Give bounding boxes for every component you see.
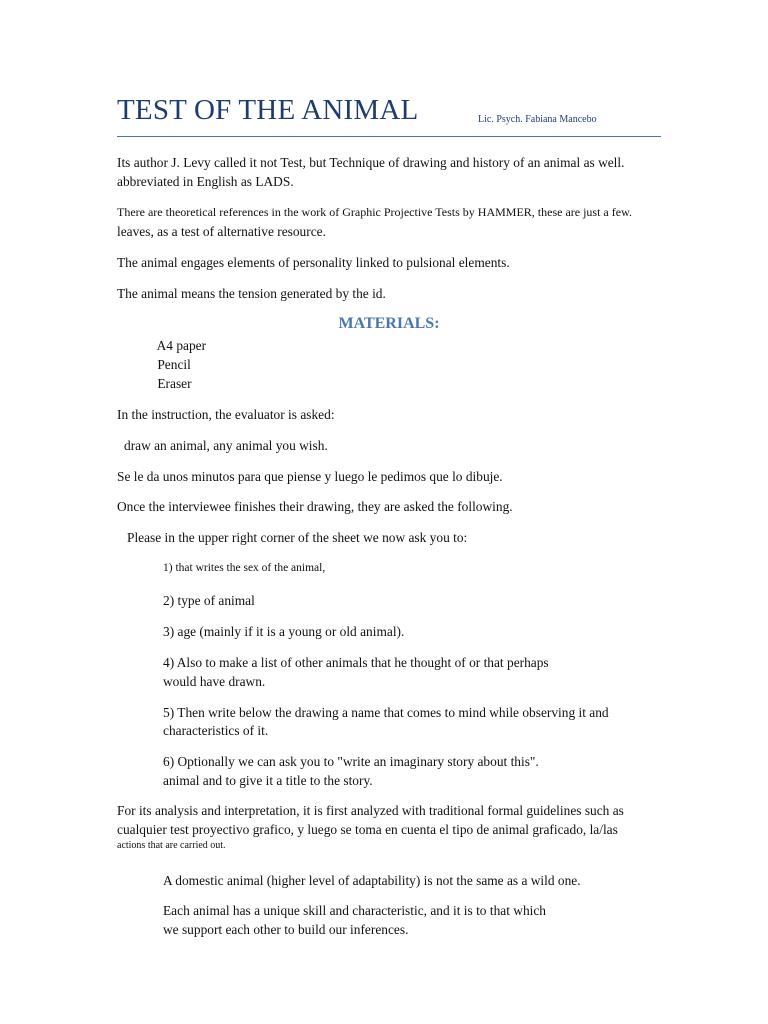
- document-header: [117, 92, 661, 137]
- analysis-line3: actions that are carried out.: [117, 840, 226, 851]
- intro-paragraph-3: The animal engages elements of personality linked to pulsional elements.: [117, 255, 510, 270]
- analysis-line2: cualquier test proyectivo grafico, y luego se toma en cuenta el tipo de animal graficado, la/las: [117, 822, 618, 837]
- materials-item-label: Pencil: [157, 357, 191, 372]
- analysis-paragraph: [117, 801, 677, 853]
- intro-paragraph-4: The animal means the tension generated by the id.: [117, 286, 386, 301]
- question-line: 6) Optionally we can ask you to "write an imaginary story about this".: [163, 754, 539, 769]
- intro-p2-line1: There are theoretical references in the work of Graphic Projective Tests by HAMMER, these are just a few.: [117, 205, 632, 219]
- materials-item-label: Eraser: [157, 376, 192, 391]
- question-line: 5) Then write below the drawing a name that comes to mind while observing it and: [163, 705, 609, 720]
- instruction-paragraph-4: Once the interviewee finishes their drawing, they are asked the following.: [117, 499, 513, 514]
- materials-item: [142, 336, 206, 355]
- question-line: 1) that writes the sex of the animal,: [163, 562, 326, 574]
- instruction-paragraph-1: In the instruction, the evaluator is asked:: [117, 407, 335, 422]
- question-line: characteristics of it.: [163, 723, 269, 738]
- author-credit: Lic. Psych. Fabiana Mancebo: [478, 114, 597, 125]
- intro-p1-line2: abbreviated in English as LADS.: [117, 174, 294, 189]
- page-title: TEST OF THE ANIMAL: [117, 94, 419, 126]
- conclusion-line: we support each other to build our inferences.: [163, 922, 409, 937]
- conclusion-line: A domestic animal (higher level of adaptability) is not the same as a wild one.: [163, 873, 581, 888]
- conclusion-line: Each animal has a unique skill and characteristic, and it is to that which: [163, 903, 546, 918]
- instruction-paragraph-2: draw an animal, any animal you wish.: [124, 438, 328, 453]
- analysis-line1: For its analysis and interpretation, it is first analyzed with traditional formal guidelines such as: [117, 803, 624, 818]
- question-line: animal and to give it a title to the story.: [163, 773, 373, 788]
- materials-item: [142, 355, 191, 374]
- materials-item: [142, 374, 192, 393]
- intro-p1-line1: Its author J. Levy called it not Test, but Technique of drawing and history of an animal as well.: [117, 155, 625, 170]
- instruction-paragraph-3: Se le da unos minutos para que piense y luego le pedimos que lo dibuje.: [117, 469, 503, 484]
- materials-item-label: A4 paper: [156, 338, 207, 353]
- intro-p2-line2: leaves, as a test of alternative resource.: [117, 224, 326, 239]
- question-line: 3) age (mainly if it is a young or old animal).: [163, 624, 405, 639]
- intro-paragraph-1: [117, 153, 677, 191]
- question-line: 2) type of animal: [163, 593, 255, 608]
- intro-paragraph-2: [117, 203, 677, 241]
- question-line: 4) Also to make a list of other animals that he thought of or that perhaps: [163, 655, 549, 670]
- materials-heading: MATERIALS:: [338, 315, 440, 332]
- question-line: would have drawn.: [163, 674, 266, 689]
- instruction-paragraph-5: Please in the upper right corner of the sheet we now ask you to:: [127, 530, 468, 545]
